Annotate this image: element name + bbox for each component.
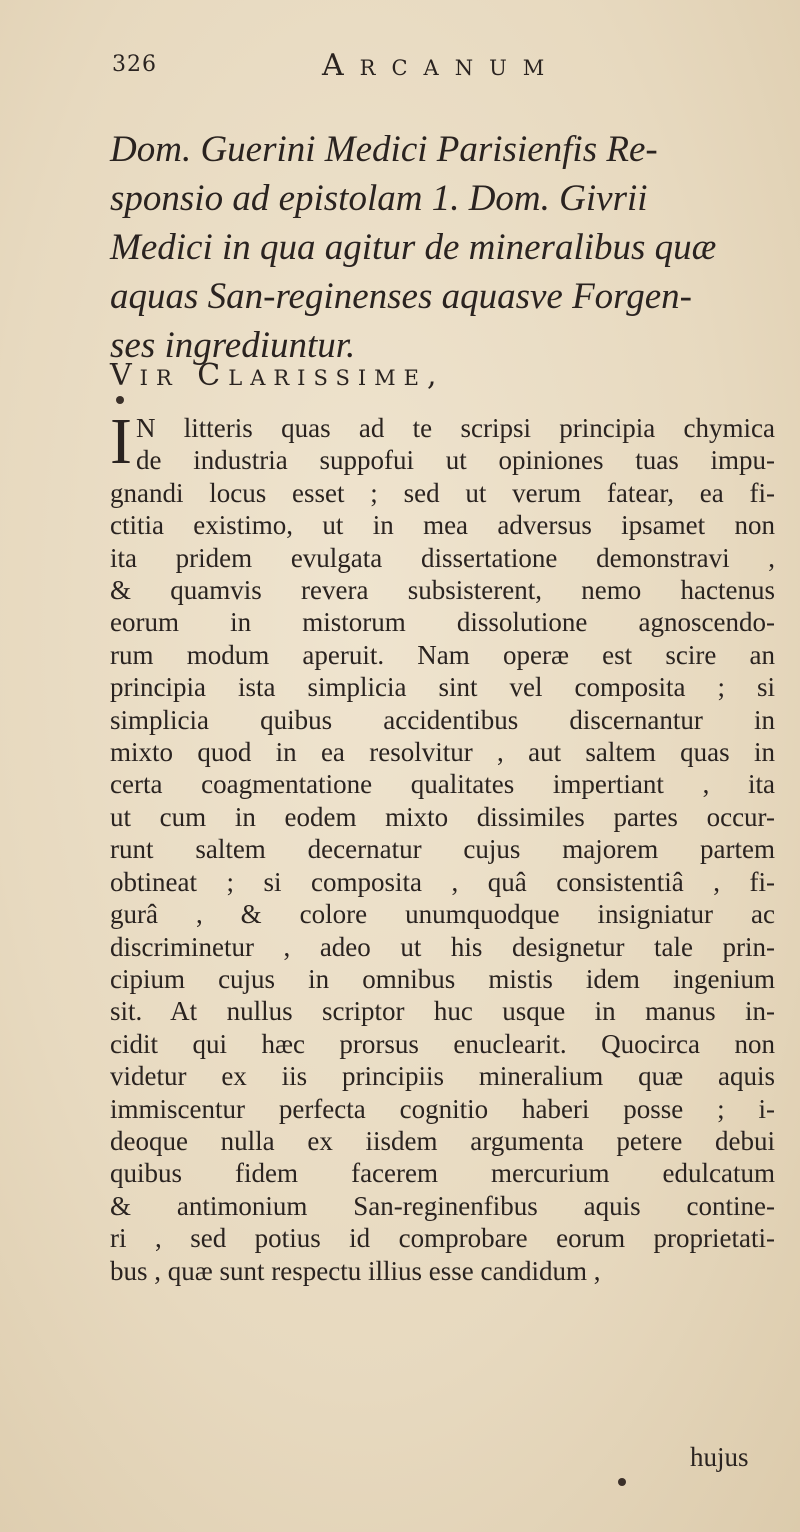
text-line: gnandi locus esset ; sed ut verum fatear, ea fi-	[110, 477, 775, 508]
salutation: Vir Clarissime,	[110, 358, 445, 393]
text-line: cidit qui hæc prorsus enuclearit. Quocirca non	[110, 1028, 775, 1059]
text-line: ita pridem evulgata dissertatione demonstravi ,	[110, 542, 775, 573]
text-line: bus , quæ sunt respectu illius esse candidum ,	[110, 1255, 601, 1286]
body-text	[110, 405, 775, 1287]
text-line: immiscentur perfecta cognitio haberi posse ; i-	[110, 1093, 775, 1124]
text-line: ri , sed potius id comprobare eorum proprietati-	[110, 1223, 775, 1254]
heading-line: aquas San-reginenses aquasve Forgen-	[110, 276, 692, 317]
text-line: ctitia existimo, ut in mea adversus ipsamet non	[110, 510, 775, 541]
heading-line: Medici in qua agitur de mineralibus quæ	[110, 227, 717, 268]
heading-line: ses ingrediuntur.	[110, 325, 356, 366]
ornament-dot	[618, 1478, 626, 1486]
text-line: runt saltem decernatur cujus majorem partem	[110, 834, 775, 865]
text-line: obtineat ; si composita , quâ consistentiâ , fi-	[110, 866, 775, 897]
text-line: deoque nulla ex iisdem argumenta petere debui	[110, 1125, 775, 1156]
text-line: certa coagmentatione qualitates impertiant , ita	[110, 769, 775, 800]
text-line: cipium cujus in omnibus mistis idem ingenium	[110, 963, 775, 994]
text-line: & antimonium San-reginenfibus aquis contine-	[110, 1190, 775, 1221]
text-line: rum modum aperuit. Nam operæ est scire an	[110, 639, 775, 670]
text-line: sit. At nullus scriptor huc usque in manus in-	[110, 996, 775, 1027]
text-line: mixto quod in ea resolvitur , aut saltem quas in	[110, 737, 775, 768]
text-line: quibus fidem facerem mercurium edulcatum	[110, 1158, 775, 1189]
text-line: de industria suppofui ut opiniones tuas impu-	[135, 445, 775, 476]
page-number: 326	[112, 52, 157, 77]
text-line: ut cum in eodem mixto dissimiles partes occur-	[110, 801, 775, 832]
heading-line: sponsio ad epistolam 1. Dom. Givrii	[110, 178, 648, 219]
text-line: videtur ex iis principiis mineralium quæ aquis	[110, 1061, 775, 1092]
drop-initial: I	[110, 405, 132, 478]
catchword: hujus	[690, 1442, 749, 1472]
text-line: principia ista simplicia sint vel composita ; si	[110, 672, 775, 703]
text-line: & quamvis revera subsisterent, nemo hactenus	[110, 575, 775, 606]
text-line: discriminetur , adeo ut his designetur tale prin-	[110, 931, 775, 962]
section-heading	[110, 125, 770, 370]
text-line: gurâ , & colore unumquodque insigniatur ac	[110, 899, 775, 930]
running-title: Arcanum	[322, 48, 561, 83]
text-line: simplicia quibus accidentibus discernantur in	[110, 704, 775, 735]
text-line: eorum in mistorum dissolutione agnoscendo-	[110, 607, 775, 638]
heading-line: Dom. Guerini Medici Parisienfis Re-	[110, 129, 658, 170]
ornament-dot	[116, 396, 124, 404]
page-header	[112, 48, 760, 88]
text-line: N litteris quas ad te scripsi principia chymica	[135, 413, 775, 443]
